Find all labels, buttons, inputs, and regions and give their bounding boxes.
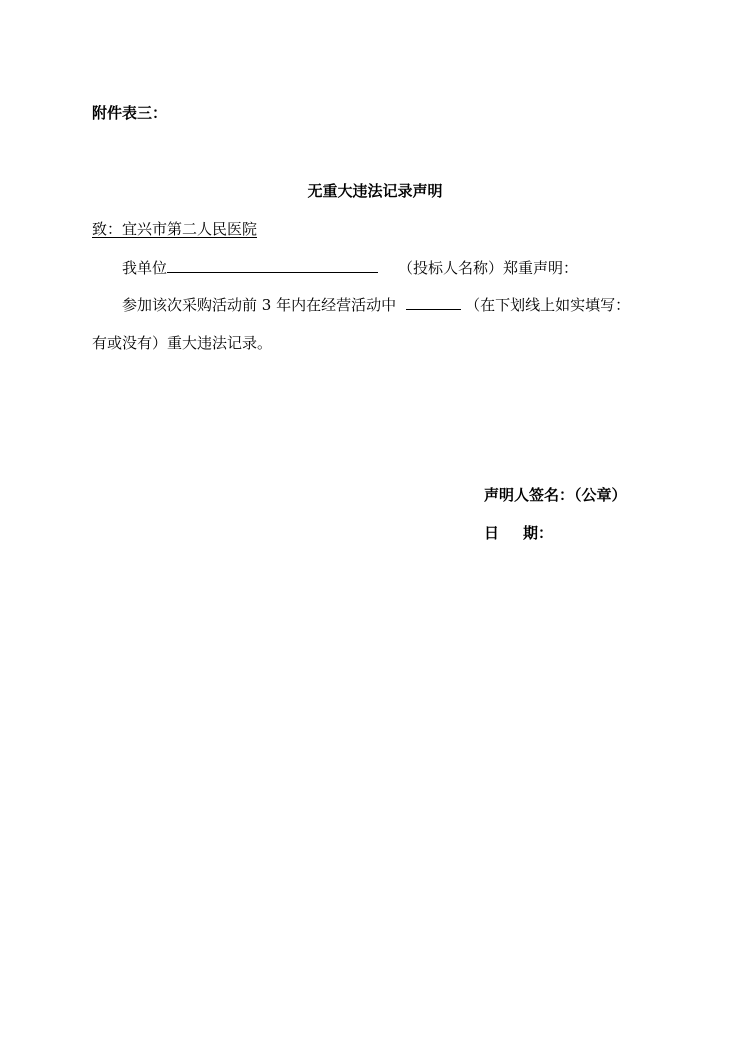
signature-label: 声明人签名：（公章） <box>484 486 627 504</box>
date-label <box>484 523 553 543</box>
para2-prefix: 参加该次采购活动前 3 年内在经营活动中 <box>122 296 397 314</box>
date-label-part-1: 日 <box>484 524 500 542</box>
para2-suffix: （在下划线上如实填写： <box>465 296 631 314</box>
declaration-paragraph-2-continuation: 有或没有）重大违法记录。 <box>92 334 273 352</box>
document-title: 无重大违法记录声明 <box>307 182 443 200</box>
record-status-blank[interactable] <box>406 295 461 310</box>
recipient-line: 致：宜兴市第二人民医院 <box>92 220 258 238</box>
date-label-part-2: 期： <box>523 524 554 542</box>
attachment-label: 附件表三： <box>92 104 168 122</box>
declaration-paragraph-2 <box>122 295 630 315</box>
bidder-name-blank[interactable] <box>167 258 378 273</box>
declaration-paragraph-1 <box>122 258 578 278</box>
para1-suffix: （投标人名称）郑重声明： <box>398 259 579 277</box>
para1-prefix: 我单位 <box>122 259 168 277</box>
